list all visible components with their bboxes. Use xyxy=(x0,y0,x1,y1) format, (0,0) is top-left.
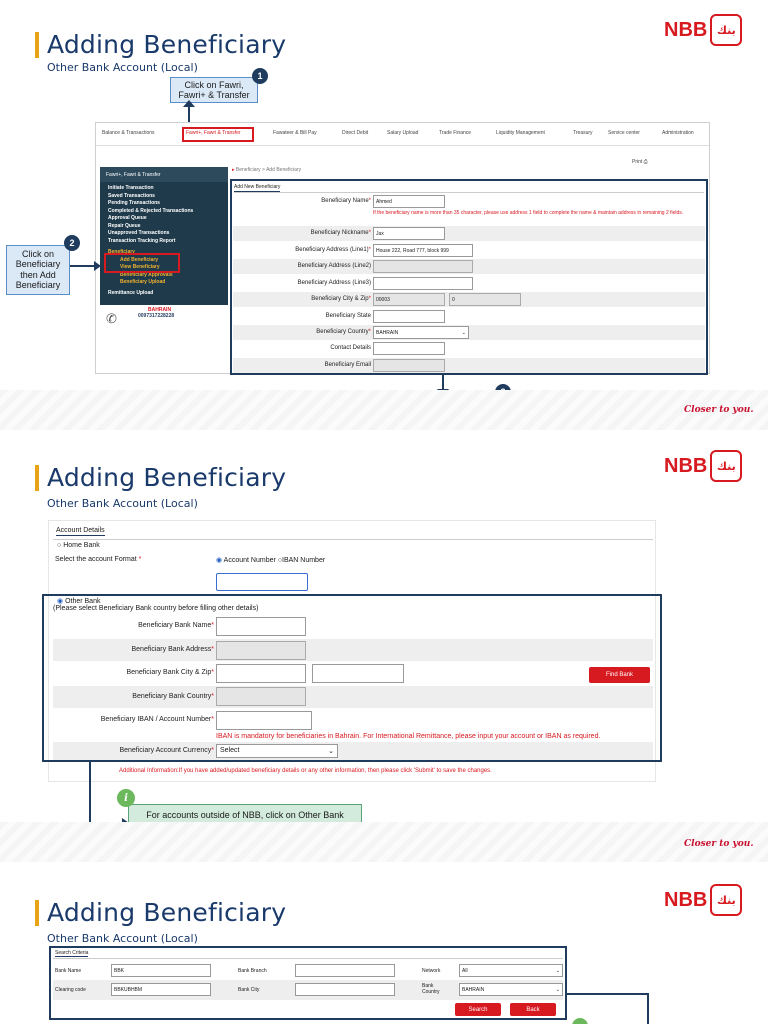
radio-selected-icon: ◉ xyxy=(216,557,223,564)
city-input[interactable]: 00003 xyxy=(373,293,445,306)
search-frame xyxy=(49,946,567,1020)
additional-info: Additional Information:If you have added/updated beneficiary details or any other information, then please click 'Submit' to save the changes. xyxy=(119,768,492,774)
breadcrumb xyxy=(232,167,301,173)
title-accent-bar xyxy=(35,32,39,58)
required-star: * xyxy=(368,198,371,204)
label-clearing-code: Clearing code xyxy=(55,987,86,993)
bank-zip-input[interactable] xyxy=(312,664,404,683)
address2-input[interactable] xyxy=(373,260,473,273)
label-bank-country: Bank Country xyxy=(422,983,440,995)
label-bank-name: Bank Name xyxy=(55,968,82,974)
label-contact: Contact Details xyxy=(330,345,371,351)
label-network: Network xyxy=(422,968,441,974)
footer-pattern xyxy=(0,390,768,430)
print-label: Print xyxy=(632,159,643,165)
label-iban xyxy=(49,716,214,723)
bank-city-input[interactable] xyxy=(216,664,306,683)
format-label-text: Select the account Format xyxy=(55,556,137,563)
arrow-right-head-icon xyxy=(94,261,101,271)
logo-mark-icon: بنك xyxy=(710,884,742,916)
required-star: * xyxy=(368,230,371,236)
label-bank-name xyxy=(49,622,214,629)
slide-3 xyxy=(0,880,768,1024)
contact-block xyxy=(100,305,228,325)
other-bank-note: (Please select Beneficiary Bank country before filling other details) xyxy=(53,605,259,612)
chevron-down-icon: ⌄ xyxy=(328,748,334,755)
callout-other-bank-text: For accounts outside of NBB, click on Other Bank xyxy=(146,810,344,820)
slide-2 xyxy=(0,450,768,870)
label-bank-city-zip-text: Beneficiary Bank City & Zip xyxy=(126,669,212,676)
bank-name-input[interactable] xyxy=(216,617,306,636)
clearing-code-input[interactable]: BBKUBHBM xyxy=(111,983,211,996)
other-bank-label: Other Bank xyxy=(65,598,101,605)
currency-select[interactable] xyxy=(216,744,338,758)
country-select[interactable] xyxy=(373,326,469,339)
print-link[interactable] xyxy=(632,159,648,165)
nbb-logo xyxy=(664,450,742,482)
radio-empty-icon: ○ xyxy=(277,557,282,564)
nav-fawateer[interactable]: Fawateer & Bill Pay xyxy=(273,130,317,136)
label-country xyxy=(246,329,371,335)
sidebar-sub-approvals[interactable]: Beneficiary Approvals xyxy=(120,271,173,278)
arrow-head-icon xyxy=(183,100,195,107)
section-divider xyxy=(53,539,653,540)
info-icon: i xyxy=(117,789,135,807)
label-city-zip xyxy=(246,296,371,302)
label-beneficiary-name-text: Beneficiary Name xyxy=(321,198,369,204)
sidebar-item-approval[interactable]: Approval Queue xyxy=(108,215,147,221)
bank-country-input[interactable] xyxy=(216,687,306,706)
iban-note: IBAN is mandatory for beneficiaries in Bahrain. For International Remittance, please input your account or IBAN as required. xyxy=(216,733,601,740)
label-state: Beneficiary State xyxy=(325,313,371,319)
callout-fawri: Click on Fawri, Fawri+ & Transfer xyxy=(170,77,258,103)
format-label xyxy=(55,556,141,563)
label-bank-branch: Bank Branch xyxy=(238,968,267,974)
chevron-down-icon: ⌄ xyxy=(461,330,466,336)
bank-country-select[interactable] xyxy=(459,983,563,996)
title-accent-bar xyxy=(35,465,39,491)
label-address3: Beneficiary Address (Line3) xyxy=(297,280,371,286)
home-bank-label: Home Bank xyxy=(63,542,100,549)
bank-branch-input[interactable] xyxy=(295,964,395,977)
beneficiary-name-note: If the beneficiary name is more than 35 character, please use address 1 field to complete the name & maintain address in remaining 2 fields. xyxy=(373,210,684,216)
radio-selected-icon: ◉ xyxy=(57,598,64,605)
required-star: * xyxy=(211,622,214,629)
sidebar-sub-add[interactable]: Add Beneficiary xyxy=(120,256,159,263)
required-star: * xyxy=(211,669,214,676)
connector-line xyxy=(567,993,649,995)
email-input[interactable] xyxy=(373,359,445,372)
label-beneficiary-name xyxy=(246,198,371,204)
connector-line xyxy=(647,993,649,1024)
bank-address-input[interactable] xyxy=(216,641,306,660)
arrow-right-icon xyxy=(70,265,96,267)
slide-title: Adding Beneficiary xyxy=(47,898,287,927)
logo-text: NBB xyxy=(664,454,708,477)
nav-liquidity[interactable]: Liquidity Management xyxy=(496,130,545,136)
required-star: * xyxy=(368,329,371,335)
label-address2: Beneficiary Address (Line2) xyxy=(297,263,371,269)
nickname-input[interactable]: Jax xyxy=(373,227,445,240)
back-button[interactable]: Back xyxy=(510,1003,556,1016)
search-button[interactable]: Search xyxy=(455,1003,501,1016)
highlight-nav-fawri xyxy=(182,127,254,142)
beneficiary-name-input[interactable]: Ahmed xyxy=(373,195,445,208)
screenshot-frame xyxy=(48,520,656,782)
bank-country-select-value: BAHRAIN xyxy=(462,987,485,993)
nbb-logo xyxy=(664,884,742,916)
title-accent-bar xyxy=(35,900,39,926)
footer-pattern xyxy=(0,822,768,862)
bank-name-input[interactable]: BBK xyxy=(111,964,211,977)
label-address1-text: Beneficiary Address (Line1) xyxy=(295,247,369,253)
connector-line xyxy=(89,761,91,823)
label-currency xyxy=(49,747,214,754)
label-bank-address xyxy=(49,646,214,653)
label-nickname-text: Beneficiary Nickname xyxy=(310,230,369,236)
breadcrumb-arrow-icon: ▸ xyxy=(232,167,235,173)
required-star: * xyxy=(138,556,142,563)
label-bank-city: Bank City xyxy=(238,987,260,993)
zip-input[interactable]: 0 xyxy=(449,293,521,306)
label-bank-address-text: Beneficiary Bank Address xyxy=(131,646,212,653)
label-email: Beneficiary Email xyxy=(324,362,371,368)
form-divider xyxy=(234,192,704,193)
slide-title: Adding Beneficiary xyxy=(47,30,287,59)
nav-service-center[interactable]: Service center xyxy=(608,130,640,136)
step-badge-partial-icon xyxy=(572,1018,588,1024)
format-radio-group[interactable] xyxy=(216,556,325,564)
slide-subtitle: Other Bank Account (Local) xyxy=(47,497,198,510)
form-tab: Add New Beneficiary xyxy=(234,184,281,190)
required-star: * xyxy=(211,646,214,653)
sidebar-item-tracking[interactable]: Transaction Tracking Report xyxy=(108,237,176,244)
contact-phone: 0097317228228 xyxy=(138,313,175,319)
other-bank-radio[interactable] xyxy=(57,597,100,605)
search-criteria-tab: Search Criteria xyxy=(55,950,89,956)
label-address1 xyxy=(246,247,371,253)
country-select-value: BAHRAIN xyxy=(376,330,399,336)
chevron-down-icon: ⌄ xyxy=(555,987,560,993)
address1-input[interactable]: House 222, Road 777, block 999 xyxy=(373,244,473,257)
sidebar-item-pending[interactable]: Pending Transactions xyxy=(108,200,160,206)
find-bank-button[interactable]: Find Bank xyxy=(589,667,650,683)
account-number-input[interactable] xyxy=(216,573,308,591)
opt-iban-label: IBAN Number xyxy=(282,557,326,564)
sidebar-item-beneficiary[interactable]: Beneficiary xyxy=(108,249,135,255)
sidebar-item-saved[interactable]: Saved Transactions xyxy=(108,192,155,199)
sidebar-header: Fawri+, Fawri & Transfer xyxy=(100,167,228,182)
label-currency-text: Beneficiary Account Currency xyxy=(119,747,212,754)
screenshot-frame xyxy=(95,122,710,374)
nbb-logo xyxy=(664,14,742,46)
required-star: * xyxy=(368,296,371,302)
network-select[interactable] xyxy=(459,964,563,977)
step-2-badge: 2 xyxy=(64,235,80,251)
account-details-tab: Account Details xyxy=(56,527,105,534)
sidebar-item-remittance[interactable]: Remittance Upload xyxy=(108,289,154,296)
state-input[interactable] xyxy=(373,310,445,323)
sidebar xyxy=(100,167,228,305)
label-bank-name-text: Beneficiary Bank Name xyxy=(138,622,212,629)
sidebar-item-unapproved[interactable]: Unapproved Transactions xyxy=(108,230,170,236)
contact-input[interactable] xyxy=(373,342,445,355)
tagline: Closer to you. xyxy=(684,839,754,849)
slide-subtitle: Other Bank Account (Local) xyxy=(47,61,198,74)
required-star: * xyxy=(211,747,214,754)
label-bank-city-zip xyxy=(49,669,214,676)
callout-beneficiary: Click on Beneficiary then Add Beneficiary xyxy=(6,245,70,295)
step-1-badge: 1 xyxy=(252,68,268,84)
nav-direct-debit[interactable]: Direct Debit xyxy=(342,130,369,136)
label-country-text: Beneficiary Country xyxy=(316,329,369,335)
required-star: * xyxy=(211,693,214,700)
nav-trade-finance[interactable]: Trade Finance xyxy=(439,130,472,136)
label-iban-text: Beneficiary IBAN / Account Number xyxy=(100,716,212,723)
sidebar-item-completed[interactable]: Completed & Rejected Transactions xyxy=(108,207,194,214)
network-select-value: All xyxy=(462,968,468,974)
label-city-zip-text: Beneficiary City & Zip xyxy=(311,296,369,302)
bank-city-input[interactable] xyxy=(295,983,395,996)
label-bank-country-text: Beneficiary Bank Country xyxy=(132,693,212,700)
sidebar-item-repair[interactable]: Repair Queue xyxy=(108,222,141,229)
nav-administration[interactable]: Administration xyxy=(662,130,694,136)
nav-treasury[interactable]: Treasury xyxy=(573,130,593,136)
required-star: * xyxy=(211,716,214,723)
chevron-down-icon: ⌄ xyxy=(555,968,560,974)
logo-mark-icon: بنك xyxy=(710,14,742,46)
iban-input[interactable] xyxy=(216,711,312,730)
required-star: * xyxy=(368,247,371,253)
radio-empty-icon: ○ xyxy=(57,542,62,549)
slide-1 xyxy=(0,0,768,440)
logo-mark-icon: بنك xyxy=(710,450,742,482)
slide-title: Adding Beneficiary xyxy=(47,463,287,492)
printer-icon: ⎙ xyxy=(643,159,648,165)
contact-country: BAHRAIN xyxy=(148,307,172,313)
search-divider xyxy=(53,958,563,959)
sidebar-item-initiate[interactable]: Initiate Transaction xyxy=(108,185,154,191)
nav-balance[interactable]: Balance & Transactions xyxy=(102,130,155,136)
phone-icon: ✆ xyxy=(106,311,117,326)
slide-subtitle: Other Bank Account (Local) xyxy=(47,932,198,945)
highlight-sidebar-beneficiary xyxy=(104,253,180,273)
currency-select-value: Select xyxy=(220,747,240,754)
label-bank-country xyxy=(49,693,214,700)
logo-text: NBB xyxy=(664,888,708,911)
breadcrumb-text: Beneficiary > Add Beneficiary xyxy=(235,167,302,173)
nav-fawri[interactable]: Fawri+, Fawri & Transfer xyxy=(186,130,241,136)
address3-input[interactable] xyxy=(373,277,473,290)
sidebar-sub-view[interactable]: View Beneficiary xyxy=(120,264,160,270)
sidebar-sub-upload[interactable]: Beneficiary Upload xyxy=(120,279,166,285)
opt-account-label: Account Number xyxy=(223,557,276,564)
label-nickname xyxy=(246,230,371,236)
nav-salary-upload[interactable]: Salary Upload xyxy=(387,130,419,136)
home-bank-radio[interactable] xyxy=(57,542,100,549)
logo-text: NBB xyxy=(664,18,708,41)
tagline: Closer to you. xyxy=(684,405,754,415)
nav-underline xyxy=(96,145,709,146)
